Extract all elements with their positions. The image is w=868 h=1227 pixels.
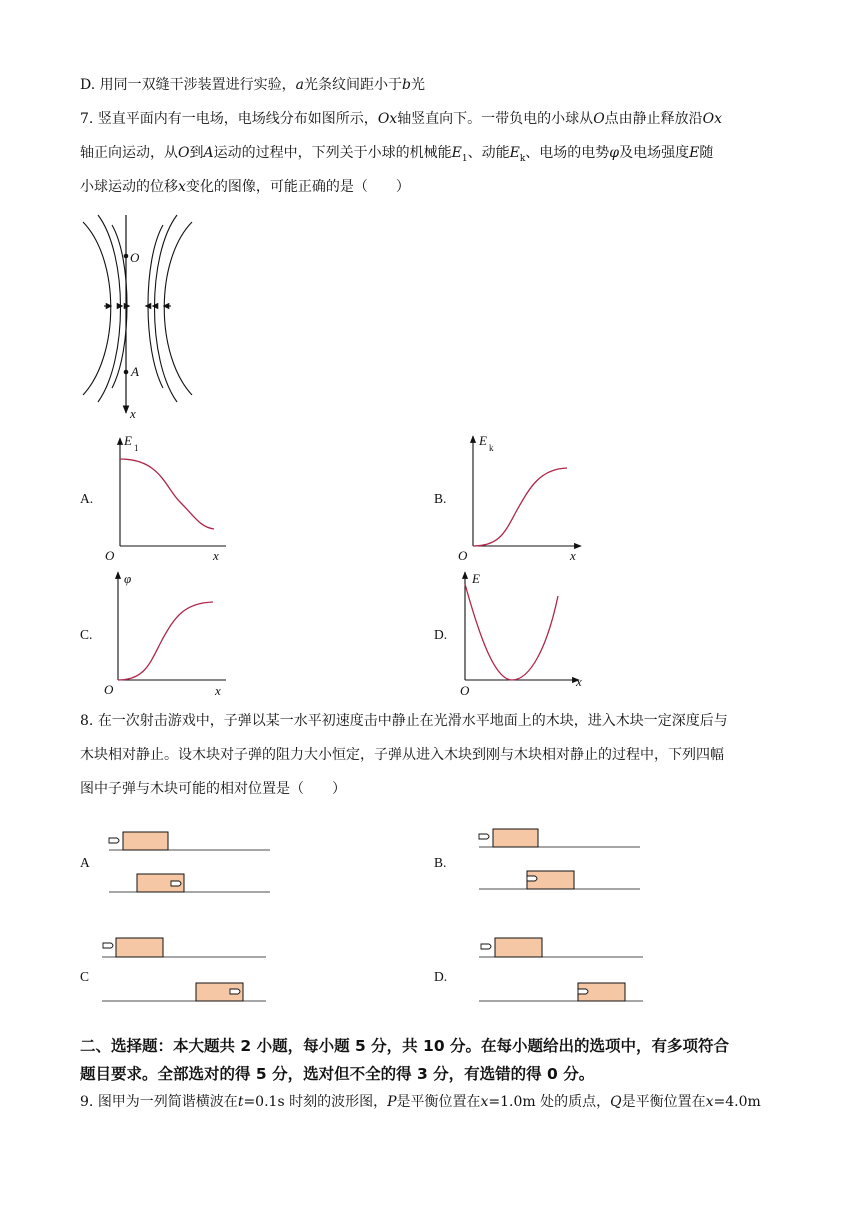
bullet xyxy=(479,834,489,839)
q8-line-2: 木块相对静止。设木块对子弹的阻力大小恒定，子弹从进入木块到刚与木块相对静止的过程中，下列四幅 xyxy=(80,747,724,763)
label-a: A xyxy=(131,364,139,379)
svg-text:E: E xyxy=(472,571,480,586)
q6-option-d: D. 用同一双缝干涉装置进行实验，a光条纹间距小于b光 xyxy=(80,77,425,93)
bullet xyxy=(578,989,588,994)
q7-graph-d xyxy=(455,568,595,703)
svg-text:x: x xyxy=(570,548,576,563)
wood-block xyxy=(495,938,542,957)
svg-text:O: O xyxy=(105,548,115,563)
q8-option-c-label[interactable]: C xyxy=(80,969,90,984)
label-o: O xyxy=(130,250,140,265)
q7-line-1: 7. 竖直平面内有一电场，电场线分布如图所示，Ox轴竖直向下。一带负电的小球从O点由静止释放沿Ox xyxy=(80,111,723,127)
q8-line-1: 8. 在一次射击游戏中，子弹以某一水平初速度击中静止在光滑水平地面上的木块，进入木块一定深度后与 xyxy=(80,713,728,729)
q8-option-d-label[interactable]: D. xyxy=(434,969,448,984)
label-x: x xyxy=(130,406,136,421)
svg-text:1: 1 xyxy=(134,443,139,453)
svg-text:x: x xyxy=(213,548,219,563)
bullet xyxy=(481,944,491,949)
svg-text:φ: φ xyxy=(124,571,132,586)
svg-text:x: x xyxy=(576,674,582,689)
q7-option-a-label[interactable]: A. xyxy=(80,491,94,506)
q8-option-b-label[interactable]: B. xyxy=(434,855,447,870)
q7-graph-b xyxy=(455,432,595,567)
wood-block xyxy=(493,829,538,847)
bullet xyxy=(171,881,181,886)
svg-text:k: k xyxy=(489,443,494,453)
e-curve xyxy=(465,584,558,680)
q8-line-3: 图中子弹与木块可能的相对位置是（ ） xyxy=(80,781,346,797)
q7-field-figure xyxy=(80,210,190,425)
bullet xyxy=(109,838,119,843)
q8-option-a-label[interactable]: A xyxy=(80,855,90,870)
phi-curve xyxy=(118,602,213,680)
q7-option-c-label[interactable]: C. xyxy=(80,627,93,642)
q8-diagram-a xyxy=(105,828,275,903)
bullet xyxy=(230,989,240,994)
svg-text:O: O xyxy=(460,683,470,698)
q7-graph-c xyxy=(100,568,240,703)
q8-diagram-b xyxy=(475,825,645,900)
q8-diagram-d xyxy=(475,935,650,1010)
q8-diagram-c xyxy=(98,935,273,1010)
q7-graph-a xyxy=(100,432,240,567)
svg-text:E: E xyxy=(124,433,132,448)
bullet xyxy=(527,876,537,881)
bullet xyxy=(103,943,113,948)
point-a xyxy=(124,370,129,375)
q7-option-d-label[interactable]: D. xyxy=(434,627,448,642)
q7-option-b-label[interactable]: B. xyxy=(434,491,447,506)
ek-curve xyxy=(473,468,567,546)
wood-block xyxy=(116,938,163,957)
svg-text:E: E xyxy=(479,433,487,448)
e1-curve xyxy=(120,459,214,529)
wood-block xyxy=(123,832,168,850)
q7-line-3: 小球运动的位移x变化的图像，可能正确的是（ ） xyxy=(80,179,410,195)
svg-text:O: O xyxy=(104,682,114,697)
q7-line-2: 轴正向运动，从O到A运动的过程中，下列关于小球的机械能$E_1$、动能$E_k$、电场的电势φ及电场强度E随 xyxy=(80,145,714,164)
svg-text:x: x xyxy=(215,683,221,698)
section-2-heading-line-1: 二、选择题：本大题共 2 小题，每小题 5 分，共 10 分。在每小题给出的选项中，有多项符合 xyxy=(80,1037,730,1055)
section-2-heading-line-2: 题目要求。全部选对的得 5 分，选对但不全的得 3 分，有选错的得 0 分。 xyxy=(80,1065,595,1083)
point-o xyxy=(124,254,129,259)
q9-line-1: 9. 图甲为一列简谐横波在t=0.1s 时刻的波形图，P是平衡位置在x=1.0m 处的质点，Q是平衡位置在x=4.0m xyxy=(80,1094,761,1110)
svg-text:O: O xyxy=(458,548,468,563)
